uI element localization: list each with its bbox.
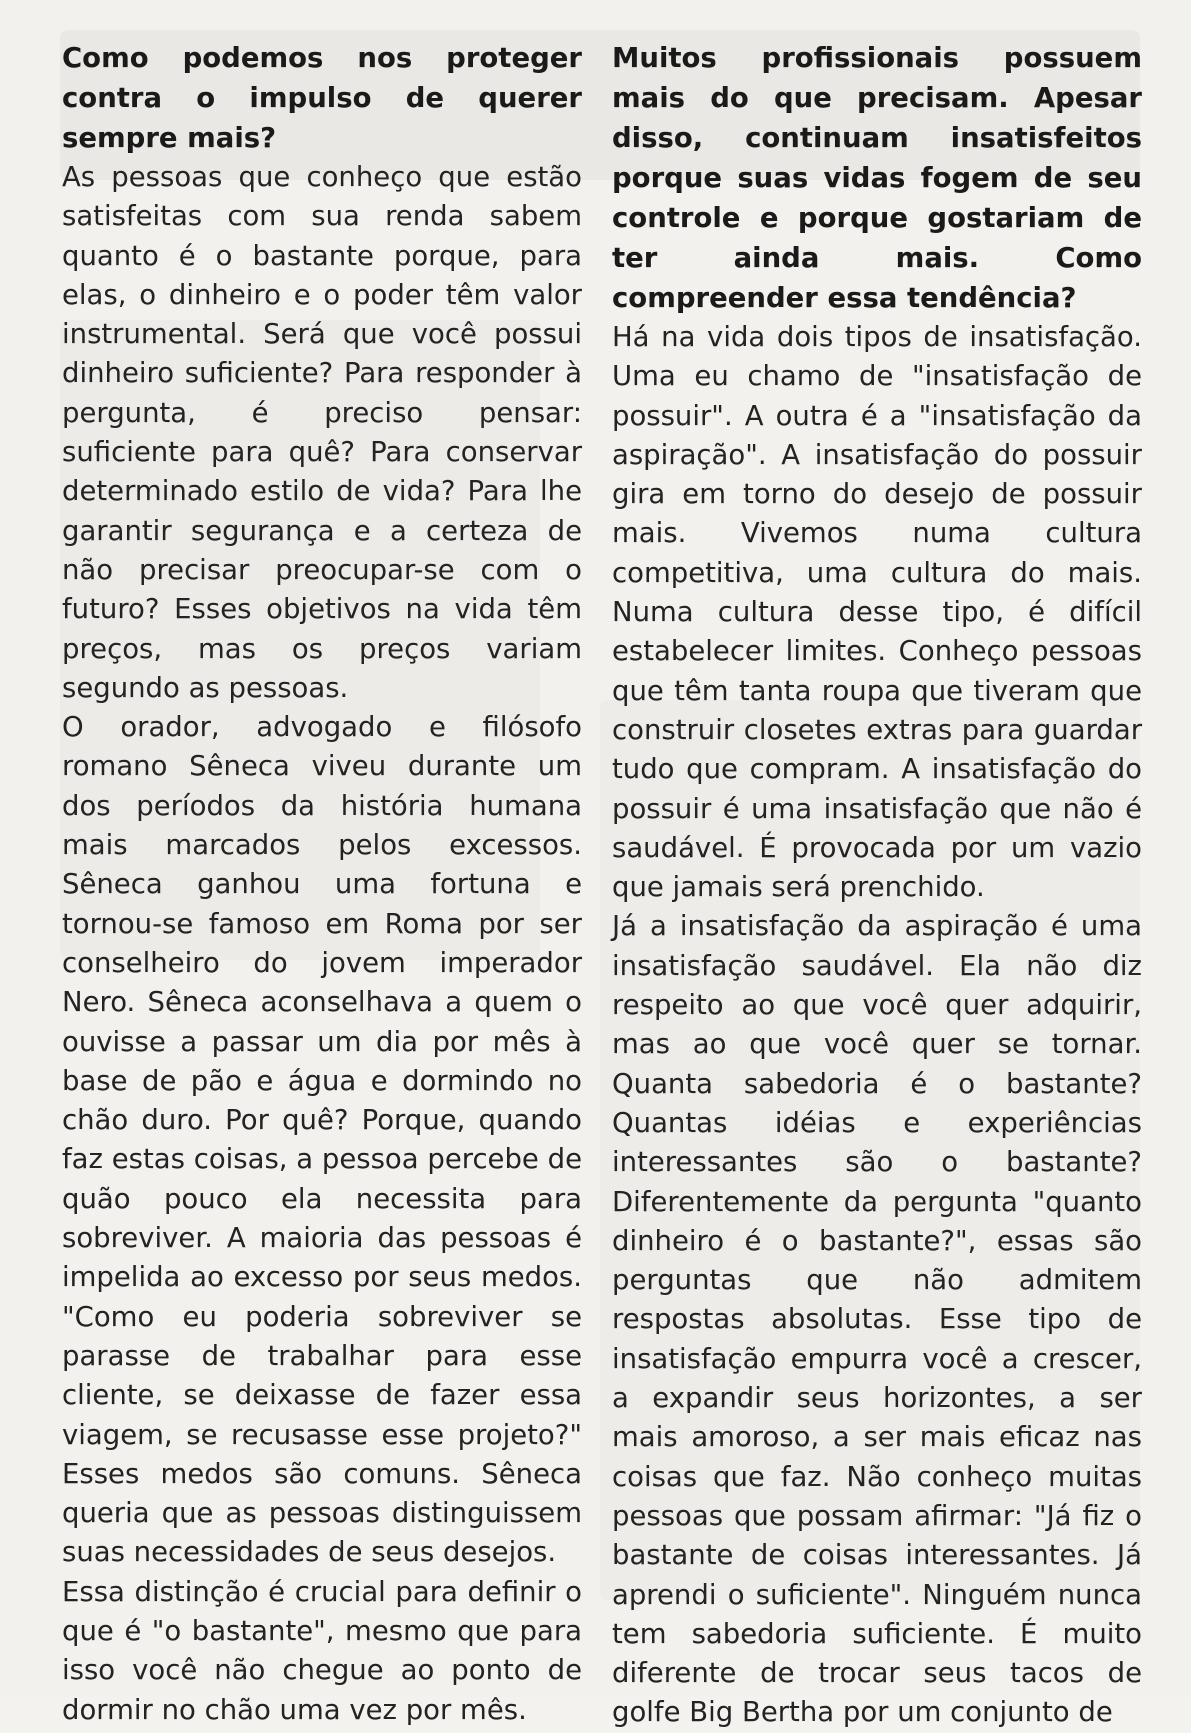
answer-paragraph: Essa distinção é crucial para definir o que é "o bastante", mesmo que para isso você não chegue ao ponto de dormir no chão uma vez por mês.: [62, 1575, 582, 1726]
interview-question: Muitos profissionais possuem mais do que precisam. Apesar disso, continuam insatisfeitos porque suas vidas fogem de seu controle e porque gostariam de ter ainda mais. Como compreender essa tendência?: [612, 42, 1142, 314]
answer-paragraph: Já a insatisfação da aspiração é uma insatisfação saudável. Ela não diz respeito ao que você quer adquirir, mas ao que você quer se tornar. Quanta sabedoria é o bastante? Quantas idéias e experiências interessantes são o bastante? Diferentemente da pergunta "quanto dinheiro é o bastante?", essas são perguntas que não admitem respostas absolutas. Esse tipo de insatisfação empurra você a crescer, a expandir seus horizontes, a ser mais amoroso, a ser mais eficaz nas coisas que faz. Não conheço muitas pessoas que possam afirmar: "Já fiz o bastante de coisas interessantes. Já aprendi o suficiente". Ninguém nunca tem sabedoria suficiente. É muito diferente de trocar seus tacos de golfe Big Bertha por um conjunto de: [612, 910, 1142, 1729]
interview-question: Como podemos nos proteger contra o impulso de querer sempre mais?: [62, 42, 582, 154]
answer-paragraph: As pessoas que conheço que estão satisfeitas com sua renda sabem quanto é o bastante porque, para elas, o dinheiro e o poder têm valor instrumental. Será que você possui dinheiro suficiente? Para responder à pergunta, é preciso pensar: suficiente para quê? Para conservar determinado estilo de vida? Para lhe garantir segurança e a certeza de não precisar preocupar-se com o futuro? Esses objetivos na vida têm preços, mas os preços variam segundo as pessoas.: [62, 161, 582, 704]
answer-paragraph: Há na vida dois tipos de insatisfação. Uma eu chamo de "insatisfação de possuir". A outra é a "insatisfação da aspiração". A insatisfação do possuir gira em torno do desejo de possuir mais. Vivemos numa cultura competitiva, uma cultura do mais. Numa cultura desse tipo, é difícil estabelecer limites. Conheço pessoas que têm tanta roupa que tiveram que construir closetes extras para guardar tudo que compram. A insatisfação do possuir é uma insatisfação que não é saudável. É provocada por um vazio que jamais será prenchido.: [612, 321, 1142, 904]
article-left-column: [62, 38, 582, 1730]
answer-paragraph: O orador, advogado e filósofo romano Sêneca viveu durante um dos períodos da história humana mais marcados pelos excessos. Sêneca ganhou uma fortuna e tornou-se famoso em Roma por ser conselheiro do jovem imperador Nero. Sêneca aconselhava a quem o ouvisse a passar um dia por mês à base de pão e água e dormindo no chão duro. Por quê? Porque, quando faz estas coisas, a pessoa percebe de quão pouco ela necessita para sobreviver. A maioria das pessoas é impelida ao excesso por seus medos. "Como eu poderia sobreviver se parasse de trabalhar para esse cliente, se deixasse de fazer essa viagem, se recusasse esse projeto?" Esses medos são comuns. Sêneca queria que as pessoas distinguissem suas necessidades de seus desejos.: [62, 711, 582, 1569]
article-right-column: [612, 38, 1142, 1733]
